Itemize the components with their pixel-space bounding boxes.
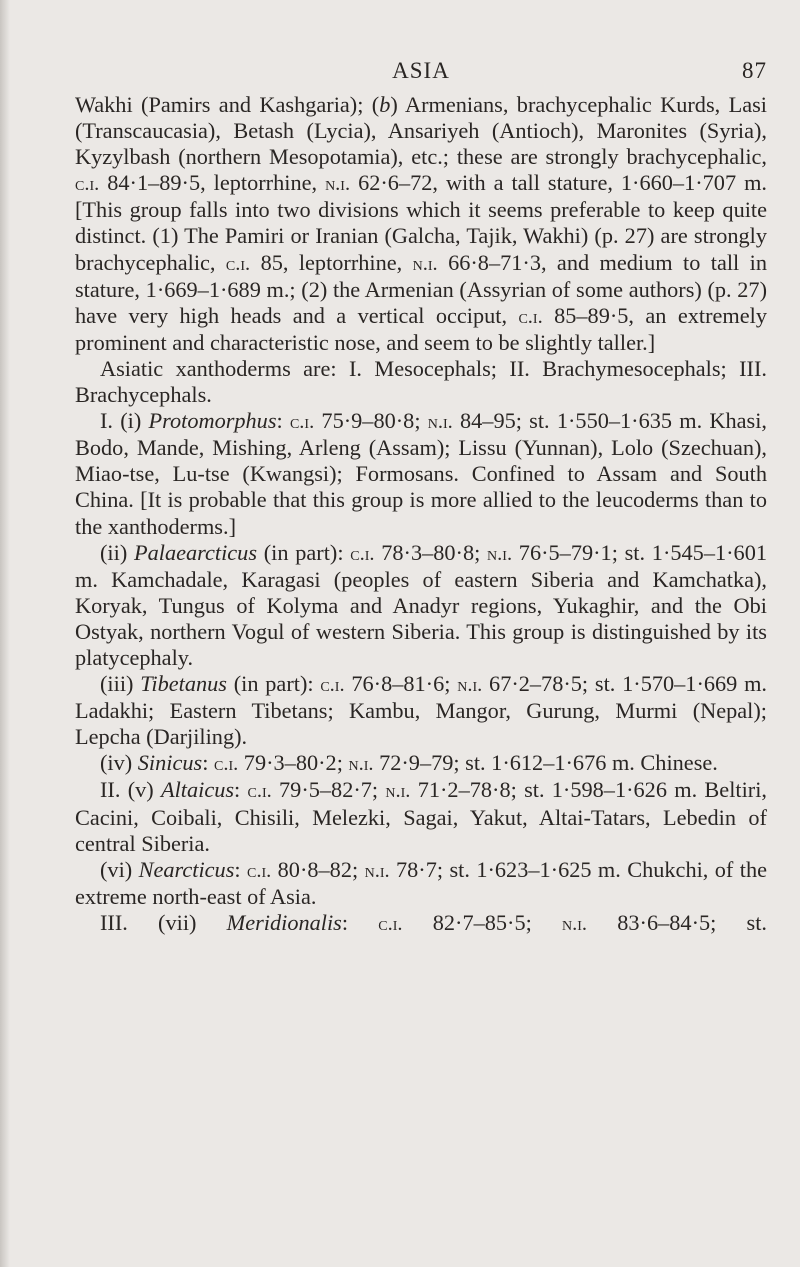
small-caps-abbrev: n.i. — [487, 542, 513, 565]
running-head: ASIA — [392, 58, 450, 83]
text-run: (iii) — [100, 671, 141, 697]
small-caps-abbrev: n.i. — [412, 252, 438, 275]
small-caps-abbrev: n.i. — [348, 753, 374, 776]
page-number: 87 — [742, 58, 767, 83]
small-caps-abbrev: c.i. — [378, 912, 403, 935]
text-run: ) Armenians, brachycephalic Kurds, Lasi (Transcaucasia), Betash (Lycia), Ansariyeh (Antioch), Maronites (Syria), Kyzylbash (northern Mesopotamia), etc.; these are strongly brachycephalic, — [75, 92, 767, 170]
paragraph — [75, 910, 767, 937]
small-caps-abbrev: n.i. — [364, 859, 390, 882]
text-run: 67·2–78·5; st. 1·570–1·669 m. Ladakhi; Eastern Tibetans; Kambu, Mangor, Gurung, Murmi (Nepal); Lepcha (Darjiling). — [75, 671, 768, 750]
text-run: 76·5–79·1; st. 1·545–1·601 m. Kamchadale, Karagasi (peoples of eastern Siberia and Kamchatka), Koryak, Tungus of Kolyma and Anadyr regions, Yukaghir, and the Obi Ostyak, northern Vogul of western Siberia. This group is distinguished by its platycephaly. — [75, 539, 767, 670]
text-run: 80·8–82; — [271, 856, 365, 882]
text-run: 82·7–85·5; — [402, 909, 563, 935]
text-run: 72·9–79; st. 1·612–1·676 m. Chinese. — [373, 750, 718, 776]
italic-term: Tibetanus — [140, 671, 227, 697]
text-run: 75·9–80·8; — [314, 408, 428, 434]
paragraph — [75, 356, 767, 408]
small-caps-abbrev: c.i. — [289, 411, 315, 434]
paragraph — [75, 671, 767, 750]
italic-term: Protomorphus — [148, 408, 277, 434]
text-run: : — [276, 408, 290, 434]
italic-term: Sinicus — [137, 750, 203, 776]
book-page — [75, 58, 767, 937]
text-run: 78·7; st. 1·623–1·625 m. Chukchi, of the extreme north-east of Asia. — [75, 856, 767, 909]
italic-term: b — [379, 92, 391, 117]
small-caps-abbrev: c.i. — [75, 173, 100, 196]
text-run: : — [234, 856, 247, 882]
paragraph — [75, 857, 767, 910]
small-caps-abbrev: c.i. — [350, 542, 375, 565]
text-run: (in part): — [226, 671, 321, 697]
small-caps-abbrev: c.i. — [247, 780, 272, 803]
small-caps-abbrev: n.i. — [562, 912, 588, 935]
body-text — [75, 92, 767, 937]
small-caps-abbrev: n.i. — [325, 173, 351, 196]
italic-term: Altaicus — [160, 777, 235, 803]
paragraph — [75, 777, 767, 856]
text-run: 85–89·5, an extremely prominent and characteristic nose, and seem to be slightly taller.] — [75, 302, 767, 355]
paragraph — [75, 92, 767, 356]
small-caps-abbrev: c.i. — [320, 674, 345, 697]
text-run: (vi) — [100, 856, 139, 882]
text-run: 83·6–84·5; st. — [587, 909, 767, 935]
text-run: (iv) — [100, 750, 138, 776]
small-caps-abbrev: c.i. — [225, 252, 251, 275]
page-edge-shadow — [0, 0, 10, 1267]
italic-term: Nearcticus — [138, 856, 235, 882]
paragraph — [75, 408, 767, 539]
small-caps-abbrev: n.i. — [385, 780, 411, 803]
text-run: 79·3–80·2; — [238, 750, 349, 776]
small-caps-abbrev: n.i. — [457, 674, 483, 697]
text-run: Asiatic xanthoderms are: I. Mesocephals; II. Brachymesocephals; III. Brachycephals. — [75, 355, 767, 408]
small-caps-abbrev: n.i. — [427, 411, 453, 434]
small-caps-abbrev: c.i. — [213, 753, 239, 776]
text-run: : — [234, 777, 248, 803]
italic-term: Meridionalis — [226, 909, 342, 935]
text-run: III. (vii) — [100, 909, 227, 935]
paragraph — [75, 540, 767, 671]
text-run: Wakhi (Pamirs and Kashgaria); ( — [75, 92, 380, 117]
text-run: (ii) — [100, 539, 134, 565]
text-run: 79·5–82·7; — [271, 777, 386, 803]
text-run: 71·2–78·8; st. 1·598–1·626 m. Beltiri, Cacini, Coibali, Chisili, Melezki, Sagai, Yakut, Altai-Tatars, Lebedin of central Siberia. — [75, 777, 767, 856]
text-run: 84–95; st. 1·550–1·635 m. Khasi, Bodo, Mande, Mishing, Arleng (Assam); Lissu (Yunnan), Lolo (Szechuan), Miao-tse, Lu-tse (Kwangsi); Formosans. Confined to Assam and South China. [It is probable that this group is more allied to the leucoderms than to the xanthoderms.] — [75, 408, 767, 539]
text-run: 62·6–72, with a tall stature, 1·660–1·707 m. [This group falls into two divisions which it seems preferable to keep quite distinct. (1) The Pamiri or Iranian (Galcha, Tajik, Wakhi) (p. 27) are strongly brachycephalic, — [75, 170, 767, 275]
text-run: : — [202, 750, 214, 776]
text-run: (in part): — [257, 539, 351, 565]
small-caps-abbrev: c.i. — [518, 305, 543, 328]
text-run: 76·8–81·6; — [344, 671, 458, 697]
page-header — [75, 58, 767, 92]
text-run: I. (i) — [100, 408, 149, 434]
text-run: 85, leptorrhine, — [250, 249, 413, 275]
text-run: 66·8–71·3, and medium to tall in stature, 1·669–1·689 m.; (2) the Armenian (Assyrian of some authors) (p. 27) have very high heads and a vertical occiput, — [75, 249, 767, 328]
small-caps-abbrev: c.i. — [247, 859, 272, 882]
italic-term: Palaearcticus — [133, 539, 257, 565]
paragraph — [75, 750, 767, 777]
text-run: 78·3–80·8; — [374, 539, 488, 565]
text-run: II. (v) — [100, 777, 161, 803]
text-run: 84·1–89·5, leptorrhine, — [99, 170, 326, 196]
text-run: : — [341, 909, 379, 935]
